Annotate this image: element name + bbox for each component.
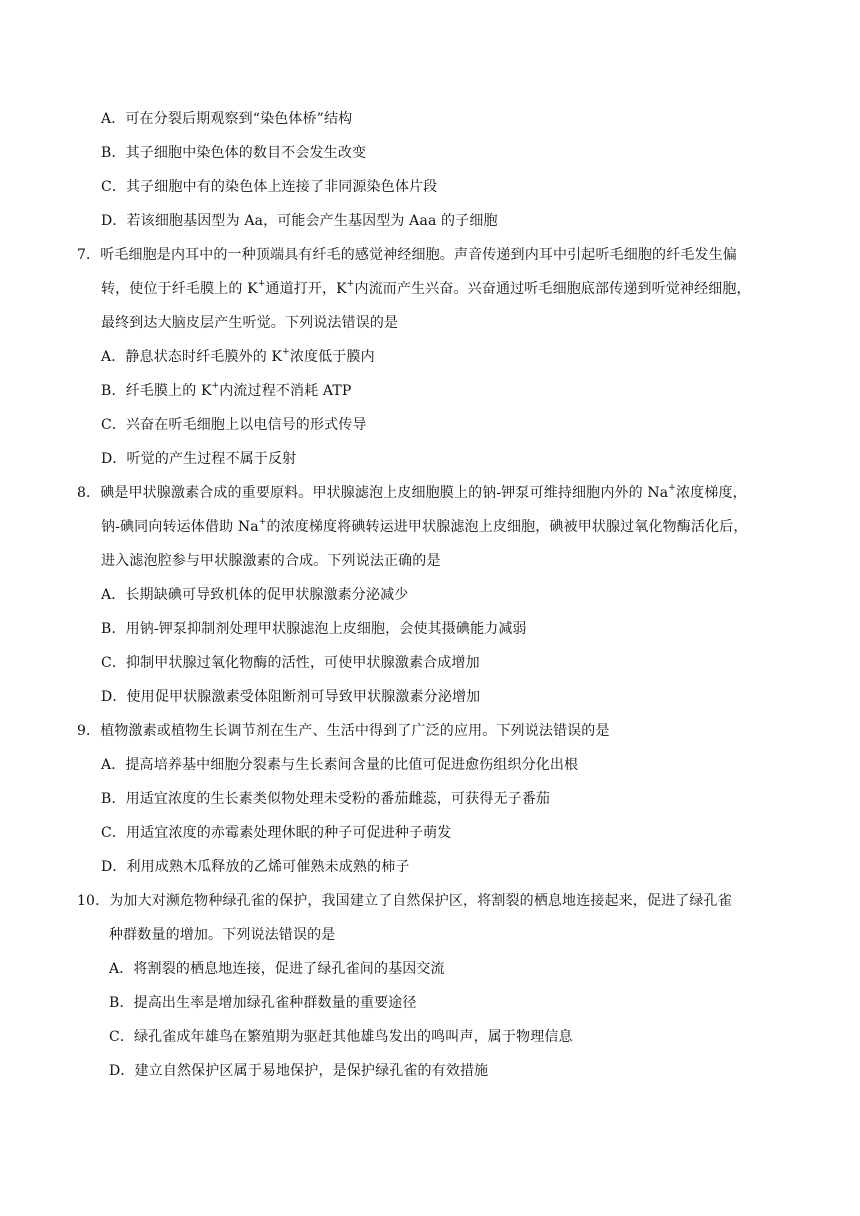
q7-option-b (101, 381, 351, 401)
q7-stem-text: 内流而产生兴奋。兴奋通过听毛细胞底部传递到听觉神经细胞， (354, 281, 751, 297)
superscript-plus: + (211, 381, 220, 392)
q9-option-c: C．用适宜浓度的赤霉素处理休眠的种子可促进种子萌发 (101, 825, 452, 841)
q10-stem-line-2: 种群数量的增加。下列说法错误的是 (109, 927, 336, 943)
q7-option-d: D．听觉的产生过程不属于反射 (101, 451, 297, 467)
q7-stem-line-3: 最终到达大脑皮层产生听觉。下列说法错误的是 (101, 315, 399, 331)
q8-stem-line-3: 进入滤泡腔参与甲状腺激素的合成。下列说法正确的是 (101, 553, 441, 569)
q7-stem-line-2 (101, 279, 751, 299)
q6-option-d: D．若该细胞基因型为 Aa，可能会产生基因型为 Aaa 的子细胞 (101, 213, 498, 229)
q9-option-a: A．提高培养基中细胞分裂素与生长素间含量的比值可促进愈伤组织分化出根 (101, 757, 579, 773)
superscript-plus: + (258, 517, 267, 528)
q7-option-c: C．兴奋在听毛细胞上以电信号的形式传导 (101, 417, 367, 433)
q10-stem-line-1: 10．为加大对濒危物种绿孔雀的保护，我国建立了自然保护区，将割裂的栖息地连接起来，促进了绿孔雀 (77, 893, 732, 909)
superscript-plus: + (282, 347, 290, 358)
q10-option-b: B．提高出生率是增加绿孔雀种群数量的重要途径 (109, 995, 417, 1011)
q9-stem-line-1: 9．植物激素或植物生长调节剂在生产、生活中得到了广泛的应用。下列说法错误的是 (77, 723, 610, 739)
q10-option-a: A．将割裂的栖息地连接，促进了绿孔雀间的基因交流 (109, 961, 445, 977)
q8-option-a: A．长期缺碘可导致机体的促甲状腺激素分泌减少 (101, 587, 409, 603)
q7-stem-text: 转，使位于纤毛膜上的 K (101, 281, 258, 297)
q7-option-text: A．静息状态时纤毛膜外的 K (101, 349, 283, 365)
q7-option-text: B．纤毛膜上的 K (101, 383, 212, 399)
q8-stem-text: 8．碘是甲状腺激素合成的重要原料。甲状腺滤泡上皮细胞膜上的钠-钾泵可维持细胞内外的 Na (77, 485, 669, 501)
q6-option-c: C．其子细胞中有的染色体上连接了非同源染色体片段 (101, 179, 438, 195)
q10-option-c: C．绿孔雀成年雄鸟在繁殖期为驱赶其他雄鸟发出的鸣叫声，属于物理信息 (109, 1029, 573, 1045)
q7-option-text: 浓度低于膜内 (289, 349, 375, 365)
q10-option-d: D．建立自然保护区属于易地保护，是保护绿孔雀的有效措施 (109, 1063, 489, 1079)
q9-option-d: D．利用成熟木瓜释放的乙烯可催熟未成熟的柿子 (101, 859, 410, 875)
q8-option-c: C．抑制甲状腺过氧化物酶的活性，可使甲状腺激素合成增加 (101, 655, 480, 671)
superscript-plus: + (668, 483, 676, 494)
q8-option-d: D．使用促甲状腺激素受体阻断剂可导致甲状腺激素分泌增加 (101, 689, 481, 705)
q6-option-a: A．可在分裂后期观察到“染色体桥”结构 (101, 111, 353, 127)
q6-option-b: B．其子细胞中染色体的数目不会发生改变 (101, 145, 367, 161)
q7-option-a (101, 347, 375, 367)
q8-stem-text: 浓度梯度， (676, 485, 747, 501)
q8-option-b: B．用钠-钾泵抑制剂处理甲状腺滤泡上皮细胞，会使其摄碘能力减弱 (101, 621, 527, 637)
q8-stem-text: 钠-碘同向转运体借助 Na (101, 519, 259, 535)
q7-option-text: 内流过程不消耗 ATP (219, 383, 352, 399)
q7-stem-text: 通道打开，K (265, 281, 347, 297)
q8-stem-text: 的浓度梯度将碘转运进甲状腺滤泡上皮细胞，碘被甲状腺过氧化物酶活化后， (266, 519, 748, 535)
q8-stem-line-2 (101, 517, 748, 537)
q7-stem-line-1: 7．听毛细胞是内耳中的一种顶端具有纤毛的感觉神经细胞。声音传递到内耳中引起听毛细胞的纤毛发生偏 (77, 247, 737, 263)
q9-option-b: B．用适宜浓度的生长素类似物处理未受粉的番茄雌蕊，可获得无子番茄 (101, 791, 551, 807)
superscript-plus: + (257, 279, 266, 290)
superscript-plus: + (346, 279, 355, 290)
q8-stem-line-1 (77, 483, 747, 503)
